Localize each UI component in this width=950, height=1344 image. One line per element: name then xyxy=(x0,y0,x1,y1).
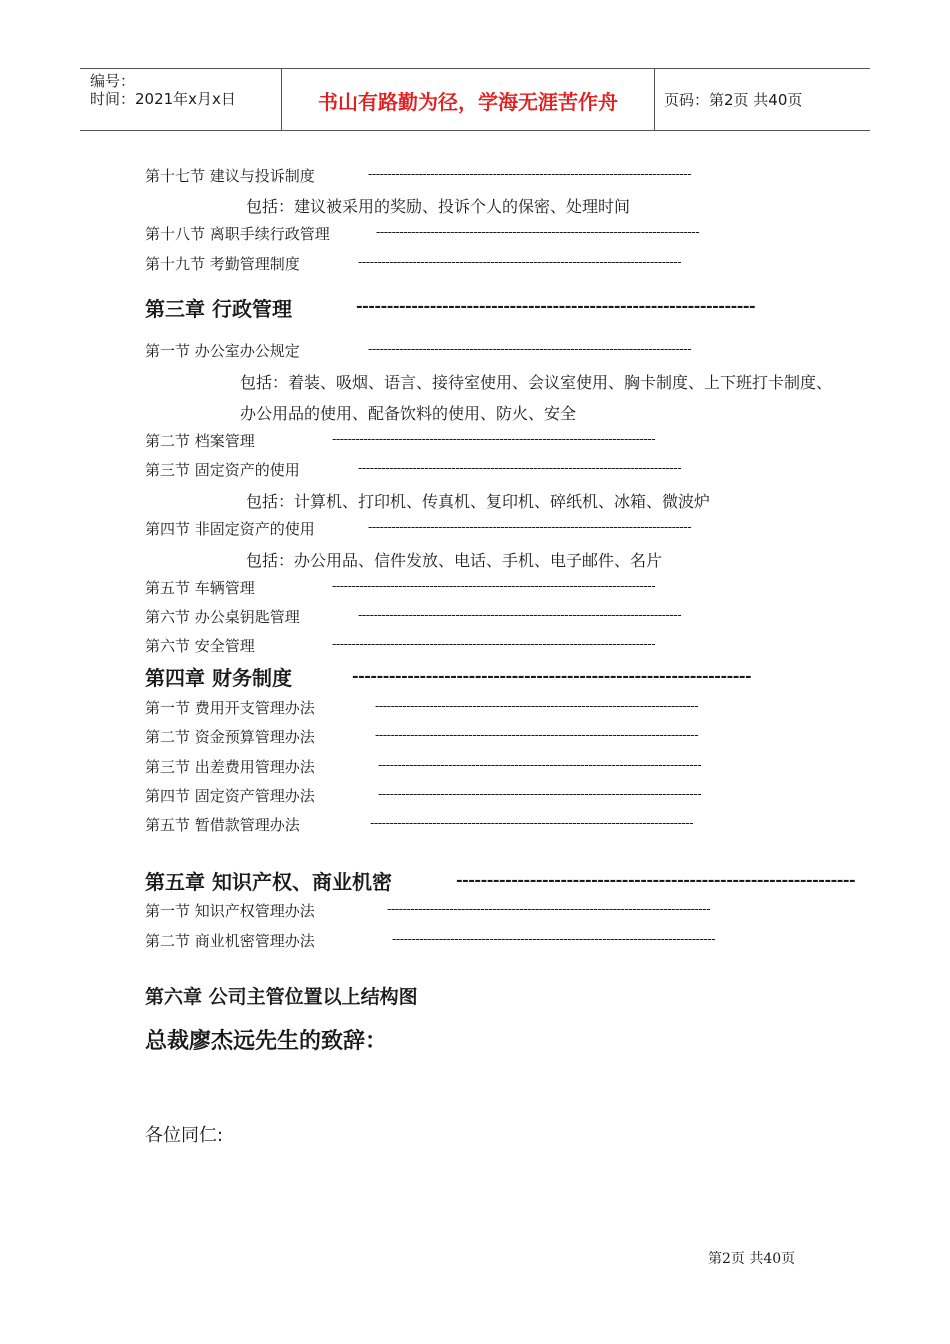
toc-leader: ----------------------------------------------------------------------------------- xyxy=(378,787,702,802)
toc-leader: ----------------------------------------------------------------------------------- xyxy=(358,461,682,476)
toc-leader: ----------------------------------------------------------------------------------- xyxy=(387,902,711,917)
toc-leader: ----------------------------------------------------------------------------------- xyxy=(358,608,682,623)
speech-title: 总裁廖杰远先生的致辞： xyxy=(145,1029,388,1054)
greeting: 各位同仁: xyxy=(145,1125,224,1146)
toc-ch3-section-5: 第五节 车辆管理 xyxy=(145,579,255,597)
toc-ch4-section-5: 第五节 暂借款管理办法 xyxy=(145,816,300,834)
motto: 书山有路勤为径，学海无涯苦作舟 xyxy=(318,90,618,114)
toc-leader: ----------------------------------------------------------------------------------- xyxy=(368,167,692,182)
toc-chapter-5: 第五章 知识产权、商业机密 xyxy=(145,870,392,894)
toc-ch3-section-4-includes: 包括：办公用品、信件发放、电话、手机、电子邮件、名片 xyxy=(246,551,663,570)
toc-leader: ----------------------------------------------------------------------------------- xyxy=(332,579,656,594)
toc-ch4-section-3: 第三节 出差费用管理办法 xyxy=(145,758,315,776)
toc-ch4-section-1: 第一节 费用开支管理办法 xyxy=(145,699,315,717)
toc-ch5-section-2: 第二节 商业机密管理办法 xyxy=(145,932,315,950)
toc-ch3-section-2: 第二节 档案管理 xyxy=(145,432,255,450)
toc-section-19: 第十九节 考勤管理制度 xyxy=(145,255,300,273)
toc-ch3-section-3: 第三节 固定资产的使用 xyxy=(145,461,300,479)
toc-leader: ----------------------------------------------------------------------------------- xyxy=(375,728,699,743)
header-info-cell xyxy=(80,69,280,130)
toc-leader: ----------------------------------------------------------------------------------- xyxy=(392,932,716,947)
toc-ch3-section-6b: 第六节 安全管理 xyxy=(145,637,255,655)
toc-ch5-section-1: 第一节 知识产权管理办法 xyxy=(145,902,315,920)
toc-leader: ----------------------------------------------------------------------------------- xyxy=(368,342,692,357)
header-page-cell xyxy=(654,69,870,130)
toc-leader: ----------------------------------------------------------------------------------- xyxy=(368,520,692,535)
toc-ch3-section-6a: 第六节 办公桌钥匙管理 xyxy=(145,608,300,626)
toc-ch4-section-2: 第二节 资金预算管理办法 xyxy=(145,728,315,746)
toc-leader: ----------------------------------------------------------------------------------- xyxy=(375,699,699,714)
toc-leader: ----------------------------------------------------------------------------------- xyxy=(332,637,656,652)
toc-ch3-section-1-includes: 包括：着装、吸烟、语言、接待室使用、会议室使用、胸卡制度、上下班打卡制度、 xyxy=(240,373,833,392)
toc-leader: ----------------------------------------------------------------- xyxy=(356,296,756,315)
toc-leader: ----------------------------------------------------------------------------------- xyxy=(370,816,694,831)
toc-leader: ----------------------------------------------------------------------------------- xyxy=(332,432,656,447)
date-label: 时间：2021年x月x日 xyxy=(90,90,236,108)
header-motto-cell xyxy=(281,69,655,130)
toc-chapter-3: 第三章 行政管理 xyxy=(145,297,292,321)
toc-leader: ----------------------------------------------------------------------------------- xyxy=(376,225,700,240)
toc-ch4-section-4: 第四节 固定资产管理办法 xyxy=(145,787,315,805)
toc-ch3-section-4: 第四节 非固定资产的使用 xyxy=(145,520,315,538)
toc-chapter-6: 第六章 公司主管位置以上结构图 xyxy=(145,986,418,1008)
toc-ch3-section-3-includes: 包括：计算机、打印机、传真机、复印机、碎纸机、冰箱、微波炉 xyxy=(246,492,711,511)
page-header xyxy=(80,68,870,131)
toc-chapter-4: 第四章 财务制度 xyxy=(145,666,292,690)
toc-section-17-includes: 包括：建议被采用的奖励、投诉个人的保密、处理时间 xyxy=(246,197,631,216)
toc-leader: ----------------------------------------------------------------------------------- xyxy=(358,255,682,270)
page-footer: 第2页 共40页 xyxy=(708,1251,796,1267)
page-label: 页码：第2页 共40页 xyxy=(664,91,803,109)
toc-section-17: 第十七节 建议与投诉制度 xyxy=(145,167,315,185)
toc-leader: ----------------------------------------------------------------- xyxy=(456,870,856,889)
serial-label: 编号： xyxy=(90,72,136,90)
toc-section-18: 第十八节 离职手续行政管理 xyxy=(145,225,330,243)
toc-leader: ----------------------------------------------------------------- xyxy=(352,666,752,685)
toc-leader: ----------------------------------------------------------------------------------- xyxy=(378,758,702,773)
toc-ch3-section-1: 第一节 办公室办公规定 xyxy=(145,342,300,360)
toc-ch3-section-1-includes-cont: 办公用品的使用、配备饮料的使用、防火、安全 xyxy=(240,404,577,423)
